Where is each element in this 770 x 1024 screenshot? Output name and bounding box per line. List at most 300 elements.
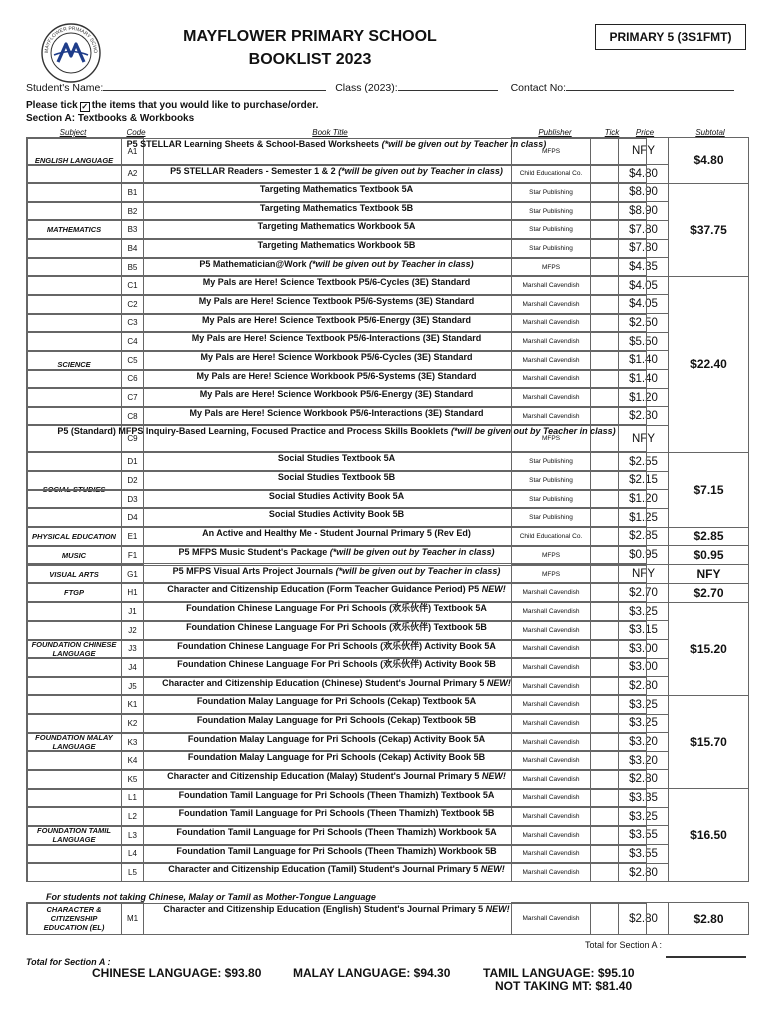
subject-cell: SCIENCE xyxy=(27,276,122,452)
publisher-cell: Marshall Cavendish xyxy=(512,295,591,314)
publisher-cell: Star Publishing xyxy=(512,239,591,258)
code-cell: G1 xyxy=(122,565,144,584)
price-cell: $3.15 xyxy=(619,621,669,640)
code-cell: L3 xyxy=(122,826,144,845)
book-title: Foundation Tamil Language for Pri Schools (Theen Thamizh) Workbook 5A xyxy=(176,826,497,837)
publisher-cell: Star Publishing xyxy=(512,508,591,527)
code-cell: C6 xyxy=(122,370,144,389)
price-cell: $1.20 xyxy=(619,490,669,509)
price-cell: $7.80 xyxy=(619,220,669,239)
new-badge: NEW! xyxy=(480,864,505,875)
total-section-a-label: Total for Section A : xyxy=(585,940,663,950)
price-cell: $3.00 xyxy=(619,640,669,659)
subject-cell: MATHEMATICS xyxy=(27,183,122,276)
code-cell: H1 xyxy=(122,583,144,602)
book-title: Targeting Mathematics Workbook 5B xyxy=(257,240,416,251)
title-cell xyxy=(27,471,647,490)
doc-title: BOOKLIST 2023 xyxy=(248,51,372,68)
mother-tongue-note: For students not taking Chinese, Malay or Tamil as Mother-Tongue Language xyxy=(46,892,376,902)
table-row xyxy=(27,314,749,333)
code-cell: C4 xyxy=(122,332,144,351)
code-cell: D4 xyxy=(122,508,144,527)
code-cell: C5 xyxy=(122,351,144,370)
publisher-cell: Star Publishing xyxy=(512,490,591,509)
code-cell: B1 xyxy=(122,183,144,202)
subtotal-cell: $22.40 xyxy=(669,276,749,452)
title-cell xyxy=(27,239,647,258)
code-cell: K5 xyxy=(122,770,144,789)
title-cell xyxy=(27,351,647,370)
price-cell: $3.55 xyxy=(619,826,669,845)
publisher-cell: Marshall Cavendish xyxy=(512,751,591,770)
book-title: Targeting Mathematics Textbook 5B xyxy=(259,202,414,213)
price-cell: $3.25 xyxy=(619,695,669,714)
publisher-cell: Marshall Cavendish xyxy=(512,695,591,714)
contact-field[interactable] xyxy=(566,83,734,91)
col-publisher: Publisher xyxy=(538,128,572,137)
title-cell xyxy=(27,658,647,677)
title-cell xyxy=(27,490,647,509)
subtotal-cell: $4.80 xyxy=(669,138,749,184)
total-section-a-heading: Total for Section A : xyxy=(26,957,111,967)
book-title: Character and Citizenship Education (English) Student's Journal Primary 5 xyxy=(163,903,484,914)
title-cell xyxy=(27,695,647,714)
book-title: Character and Citizenship Education (Form Teacher Guidance Period) P5 xyxy=(167,584,480,595)
checkbox-icon: ✓ xyxy=(81,102,89,111)
subject-cell: SOCIAL STUDIES xyxy=(27,452,122,527)
code-cell: B4 xyxy=(122,239,144,258)
publisher-cell: Marshall Cavendish xyxy=(512,770,591,789)
student-name-field[interactable] xyxy=(103,83,326,91)
publisher-cell: Marshall Cavendish xyxy=(512,621,591,640)
price-cell: $7.80 xyxy=(619,239,669,258)
col-price: Price xyxy=(635,128,655,137)
level-badge: PRIMARY 5 (3S1FMT) xyxy=(595,24,746,50)
book-title: My Pals are Here! Science Workbook P5/6-Cycles (3E) Standard xyxy=(200,351,473,362)
code-cell: J3 xyxy=(122,640,144,659)
new-badge: NEW! xyxy=(486,677,511,688)
book-title: My Pals are Here! Science Textbook P5/6-Interactions (3E) Standard xyxy=(191,333,482,344)
total-not-taking-mt: NOT TAKING MT: $81.40 xyxy=(495,979,633,993)
cce-table xyxy=(26,902,749,935)
book-title: Foundation Tamil Language for Pri Schools (Theen Thamizh) Workbook 5B xyxy=(176,845,497,856)
title-cell xyxy=(27,565,647,584)
subtotal-cell: $16.50 xyxy=(669,789,749,882)
title-cell xyxy=(27,863,647,882)
title-cell xyxy=(27,733,647,752)
subject-cell: ENGLISH LANGUAGE xyxy=(27,138,122,184)
table-row xyxy=(27,295,749,314)
logo-text: MAYFLOWER PRIMARY SCHO xyxy=(43,25,99,54)
table-row xyxy=(27,239,749,258)
book-title: Foundation Chinese Language For Pri Schools (欢乐伙伴) Activity Book 5A xyxy=(177,640,496,651)
book-title: My Pals are Here! Science Textbook P5/6-Energy (3E) Standard xyxy=(202,314,471,325)
book-note: (*will be given out by Teacher in class) xyxy=(335,565,501,576)
title-cell xyxy=(27,258,647,277)
book-title: Social Studies Activity Book 5A xyxy=(268,490,405,501)
code-cell: L4 xyxy=(122,845,144,864)
price-cell: $2.30 xyxy=(619,407,669,426)
price-cell: $2.55 xyxy=(619,452,669,471)
table-row xyxy=(27,370,749,389)
book-title: Targeting Mathematics Textbook 5A xyxy=(259,184,414,195)
table-row xyxy=(27,845,749,864)
title-cell xyxy=(27,621,647,640)
publisher-cell: Star Publishing xyxy=(512,471,591,490)
table-row xyxy=(27,276,749,295)
title-cell xyxy=(27,714,647,733)
subtotal-cell: $2.80 xyxy=(669,903,749,935)
table-row xyxy=(27,677,749,696)
subtotal-cell: $15.70 xyxy=(669,695,749,788)
publisher-cell: Marshall Cavendish xyxy=(512,370,591,389)
col-tick: Tick xyxy=(604,128,620,137)
title-cell xyxy=(27,583,647,602)
subject-cell: MUSIC xyxy=(27,546,122,565)
price-cell: $3.25 xyxy=(619,714,669,733)
title-cell xyxy=(27,826,647,845)
subject-cell: CHARACTER & CITIZENSHIP EDUCATION (EL) xyxy=(27,903,122,935)
title-cell xyxy=(27,314,647,333)
table-row xyxy=(27,546,749,565)
table-row xyxy=(27,258,749,277)
table-row xyxy=(27,183,749,202)
table-row xyxy=(27,640,749,659)
table-row xyxy=(27,770,749,789)
price-cell: $8.90 xyxy=(619,183,669,202)
new-badge: NEW! xyxy=(485,903,510,914)
book-title: Social Studies Textbook 5B xyxy=(277,472,396,483)
table-row xyxy=(27,138,749,165)
price-cell: NFY xyxy=(619,425,669,452)
book-title: P5 Mathematician@Work xyxy=(199,258,307,269)
table-row xyxy=(27,621,749,640)
price-cell: $2.85 xyxy=(619,527,669,546)
table-row xyxy=(27,202,749,221)
price-cell: $2.80 xyxy=(619,903,669,935)
col-code: Code xyxy=(126,128,146,137)
book-note: (*will be given out by Teacher in class) xyxy=(338,165,503,176)
title-cell xyxy=(27,165,647,184)
code-cell: K2 xyxy=(122,714,144,733)
subject-cell: VISUAL ARTS xyxy=(27,565,122,584)
book-title: Targeting Mathematics Workbook 5A xyxy=(257,221,416,232)
table-row xyxy=(27,695,749,714)
book-title: Foundation Tamil Language for Pri Schools (Theen Thamizh) Textbook 5A xyxy=(178,789,495,800)
publisher-cell: Marshall Cavendish xyxy=(512,332,591,351)
price-cell: $0.95 xyxy=(619,546,669,565)
table-row xyxy=(27,751,749,770)
publisher-cell: Marshall Cavendish xyxy=(512,789,591,808)
title-cell xyxy=(27,602,647,621)
book-title: Foundation Malay Language for Pri Schools (Cekap) Textbook 5A xyxy=(196,696,477,707)
price-cell: $2.50 xyxy=(619,314,669,333)
total-tamil: TAMIL LANGUAGE: $95.10 xyxy=(483,966,635,980)
book-title: My Pals are Here! Science Workbook P5/6-Energy (3E) Standard xyxy=(199,389,474,400)
subject-cell: FOUNDATION TAMIL LANGUAGE xyxy=(27,789,122,882)
publisher-cell: Marshall Cavendish xyxy=(512,583,591,602)
table-row xyxy=(27,733,749,752)
price-cell: NFY xyxy=(619,138,669,165)
publisher-cell: Marshall Cavendish xyxy=(512,677,591,696)
title-cell xyxy=(27,276,647,295)
price-cell: $3.25 xyxy=(619,602,669,621)
price-cell: $3.20 xyxy=(619,733,669,752)
table-row xyxy=(27,220,749,239)
book-title: My Pals are Here! Science Workbook P5/6-Systems (3E) Standard xyxy=(196,370,477,381)
price-cell: $1.25 xyxy=(619,508,669,527)
book-title: Social Studies Activity Book 5B xyxy=(268,509,405,520)
table-row xyxy=(27,789,749,808)
title-cell xyxy=(27,677,647,696)
title-cell xyxy=(27,640,647,659)
publisher-cell: Marshall Cavendish xyxy=(512,640,591,659)
publisher-cell: Marshall Cavendish xyxy=(512,658,591,677)
book-title: P5 STELLAR Learning Sheets & School-Based Worksheets xyxy=(126,138,380,149)
publisher-cell: Marshall Cavendish xyxy=(512,276,591,295)
book-note: (*will be given out by Teacher in class) xyxy=(381,138,547,149)
price-cell: $3.25 xyxy=(619,807,669,826)
code-cell: C8 xyxy=(122,407,144,426)
publisher-cell: MFPS xyxy=(512,546,591,565)
total-malay: MALAY LANGUAGE: $94.30 xyxy=(293,966,451,980)
title-cell xyxy=(27,845,647,864)
student-info-line xyxy=(26,82,734,94)
publisher-cell: Marshall Cavendish xyxy=(512,388,591,407)
title-cell xyxy=(27,770,647,789)
title-cell xyxy=(27,807,647,826)
book-title: My Pals are Here! Science Textbook P5/6-Cycles (3E) Standard xyxy=(202,277,471,288)
table-row xyxy=(27,903,749,935)
book-title: P5 (Standard) MFPS Inquiry-Based Learning, Focused Practice and Process Skills Booklets xyxy=(57,426,449,437)
section-title: Section A: Textbooks & Workbooks xyxy=(26,113,195,124)
book-note: (*will be given out by Teacher in class) xyxy=(450,426,616,437)
class-field[interactable] xyxy=(398,83,498,91)
code-cell: C9 xyxy=(122,425,144,452)
publisher-cell: MFPS xyxy=(512,258,591,277)
table-row xyxy=(27,388,749,407)
code-cell: J5 xyxy=(122,677,144,696)
code-cell: B2 xyxy=(122,202,144,221)
title-cell xyxy=(27,425,647,452)
code-cell: J4 xyxy=(122,658,144,677)
title-cell xyxy=(27,508,647,527)
publisher-cell: Star Publishing xyxy=(512,220,591,239)
price-cell: $2.70 xyxy=(619,583,669,602)
book-title: Foundation Tamil Language for Pri Schools (Theen Thamizh) Textbook 5B xyxy=(178,808,495,819)
publisher-cell: Star Publishing xyxy=(512,202,591,221)
code-cell: C3 xyxy=(122,314,144,333)
subtotal-cell: $15.20 xyxy=(669,602,749,695)
total-section-a-field[interactable] xyxy=(666,956,746,958)
code-cell: L1 xyxy=(122,789,144,808)
book-title: P5 MFPS Music Student's Package xyxy=(178,546,328,557)
code-cell: J1 xyxy=(122,602,144,621)
title-cell xyxy=(27,138,647,165)
code-cell: M1 xyxy=(122,903,144,935)
new-badge: NEW! xyxy=(481,770,506,781)
book-note: (*will be given out by Teacher in class) xyxy=(329,546,495,557)
publisher-cell: MFPS xyxy=(512,138,591,165)
code-cell: K3 xyxy=(122,733,144,752)
code-cell: C7 xyxy=(122,388,144,407)
table-row xyxy=(27,332,749,351)
table-row xyxy=(27,351,749,370)
book-title: Foundation Malay Language for Pri Schools (Cekap) Activity Book 5A xyxy=(187,733,486,744)
code-cell: F1 xyxy=(122,546,144,565)
code-cell: B3 xyxy=(122,220,144,239)
table-row xyxy=(27,714,749,733)
student-name-label: Student's Name: xyxy=(26,82,104,94)
subtotal-cell: $0.95 xyxy=(669,546,749,565)
price-cell: $2.80 xyxy=(619,677,669,696)
title-cell xyxy=(27,202,647,221)
book-title: Foundation Chinese Language For Pri Schools (欢乐伙伴) Textbook 5A xyxy=(186,603,487,614)
publisher-cell: Marshall Cavendish xyxy=(512,407,591,426)
publisher-cell: MFPS xyxy=(512,425,591,452)
book-title: My Pals are Here! Science Workbook P5/6-Interactions (3E) Standard xyxy=(189,407,484,418)
price-cell: $1.40 xyxy=(619,370,669,389)
publisher-cell: Marshall Cavendish xyxy=(512,314,591,333)
publisher-cell: Marshall Cavendish xyxy=(512,845,591,864)
price-cell: $2.15 xyxy=(619,471,669,490)
book-title: Foundation Chinese Language For Pri Schools (欢乐伙伴) Textbook 5B xyxy=(186,621,487,632)
code-cell: B5 xyxy=(122,258,144,277)
publisher-cell: Marshall Cavendish xyxy=(512,903,591,935)
table-row xyxy=(27,407,749,426)
title-cell xyxy=(27,527,647,546)
col-title: Book Title xyxy=(312,128,348,137)
code-cell: E1 xyxy=(122,527,144,546)
publisher-cell: Marshall Cavendish xyxy=(512,714,591,733)
publisher-cell: Marshall Cavendish xyxy=(512,826,591,845)
title-cell xyxy=(27,546,647,565)
book-title: P5 STELLAR Readers - Semester 1 & 2 xyxy=(170,165,336,176)
book-title: Foundation Chinese Language For Pri Schools (欢乐伙伴) Activity Book 5B xyxy=(177,659,496,670)
title-cell xyxy=(27,295,647,314)
tick-instruction: Please tick ✓ the items that you would like to purchase/order. xyxy=(26,100,319,111)
title-cell xyxy=(27,789,647,808)
title-cell xyxy=(27,407,647,426)
book-note: (*will be given out by Teacher in class) xyxy=(308,258,474,269)
publisher-cell: Marshall Cavendish xyxy=(512,602,591,621)
code-cell: D2 xyxy=(122,471,144,490)
publisher-cell: Child Educational Co. xyxy=(512,527,591,546)
price-cell: $3.55 xyxy=(619,845,669,864)
code-cell: L5 xyxy=(122,863,144,882)
price-cell: $1.20 xyxy=(619,388,669,407)
code-cell: K4 xyxy=(122,751,144,770)
code-cell: C2 xyxy=(122,295,144,314)
table-row xyxy=(27,471,749,490)
table-row xyxy=(27,658,749,677)
subject-cell: FTGP xyxy=(27,583,122,602)
subtotal-cell: $37.75 xyxy=(669,183,749,276)
publisher-cell: Marshall Cavendish xyxy=(512,863,591,882)
price-cell: $8.90 xyxy=(619,202,669,221)
price-cell: $4.35 xyxy=(619,258,669,277)
table-row xyxy=(27,425,749,452)
subject-cell: PHYSICAL EDUCATION xyxy=(27,527,122,546)
table-row xyxy=(27,452,749,471)
book-title: Foundation Malay Language for Pri Schools (Cekap) Textbook 5B xyxy=(196,715,477,726)
book-title: An Active and Healthy Me - Student Journal Primary 5 (Rev Ed) xyxy=(202,528,471,539)
code-cell: C1 xyxy=(122,276,144,295)
publisher-cell: Marshall Cavendish xyxy=(512,351,591,370)
contact-label: Contact No: xyxy=(510,82,567,94)
title-cell xyxy=(27,903,647,935)
code-cell: A1 xyxy=(122,138,144,165)
code-cell: D1 xyxy=(122,452,144,471)
table-row xyxy=(27,527,749,546)
book-title: My Pals are Here! Science Textbook P5/6-Systems (3E) Standard xyxy=(198,295,475,306)
code-cell: D3 xyxy=(122,490,144,509)
title-cell xyxy=(27,751,647,770)
price-cell: $2.80 xyxy=(619,770,669,789)
code-cell: K1 xyxy=(122,695,144,714)
publisher-cell: Star Publishing xyxy=(512,183,591,202)
col-subject: Subject xyxy=(59,128,87,137)
price-cell: $4.80 xyxy=(619,165,669,184)
publisher-cell: Child Educational Co. xyxy=(512,165,591,184)
col-subtotal: Subtotal xyxy=(695,128,725,137)
code-cell: A2 xyxy=(122,165,144,184)
table-row xyxy=(27,490,749,509)
class-label: Class (2023): xyxy=(335,82,398,94)
price-cell: $3.35 xyxy=(619,789,669,808)
price-cell: $4.05 xyxy=(619,295,669,314)
title-cell xyxy=(27,370,647,389)
title-cell xyxy=(27,183,647,202)
code-cell: L2 xyxy=(122,807,144,826)
price-cell: $2.80 xyxy=(619,863,669,882)
subtotal-cell: NFY xyxy=(669,565,749,584)
price-cell: $3.00 xyxy=(619,658,669,677)
book-title: Foundation Malay Language for Pri Schools (Cekap) Activity Book 5B xyxy=(187,752,486,763)
subject-cell: FOUNDATION MALAY LANGUAGE xyxy=(27,695,122,788)
price-cell: $3.20 xyxy=(619,751,669,770)
table-row xyxy=(27,565,749,584)
table-row xyxy=(27,826,749,845)
total-chinese: CHINESE LANGUAGE: $93.80 xyxy=(92,966,262,980)
subtotal-cell: $7.15 xyxy=(669,452,749,527)
new-badge: NEW! xyxy=(481,584,506,595)
book-title: Character and Citizenship Education (Tamil) Student's Journal Primary 5 xyxy=(168,864,479,875)
title-cell xyxy=(27,332,647,351)
publisher-cell: Marshall Cavendish xyxy=(512,807,591,826)
subtotal-cell: $2.85 xyxy=(669,527,749,546)
code-cell: J2 xyxy=(122,621,144,640)
booklist-table xyxy=(26,137,749,882)
table-row xyxy=(27,165,749,184)
title-cell xyxy=(27,220,647,239)
table-row xyxy=(27,863,749,882)
title-cell xyxy=(27,452,647,471)
publisher-cell: Star Publishing xyxy=(512,452,591,471)
book-title: Social Studies Textbook 5A xyxy=(277,453,396,464)
book-title: P5 MFPS Visual Arts Project Journals xyxy=(172,565,334,576)
table-row xyxy=(27,602,749,621)
subject-cell: FOUNDATION CHINESE LANGUAGE xyxy=(27,602,122,695)
school-name: MAYFLOWER PRIMARY SCHOOL xyxy=(183,28,437,45)
title-cell xyxy=(27,388,647,407)
publisher-cell: MFPS xyxy=(512,565,591,584)
subtotal-cell: $2.70 xyxy=(669,583,749,602)
table-row xyxy=(27,807,749,826)
table-row xyxy=(27,508,749,527)
book-title: Character and Citizenship Education (Malay) Student's Journal Primary 5 xyxy=(167,770,480,781)
price-cell: $4.05 xyxy=(619,276,669,295)
